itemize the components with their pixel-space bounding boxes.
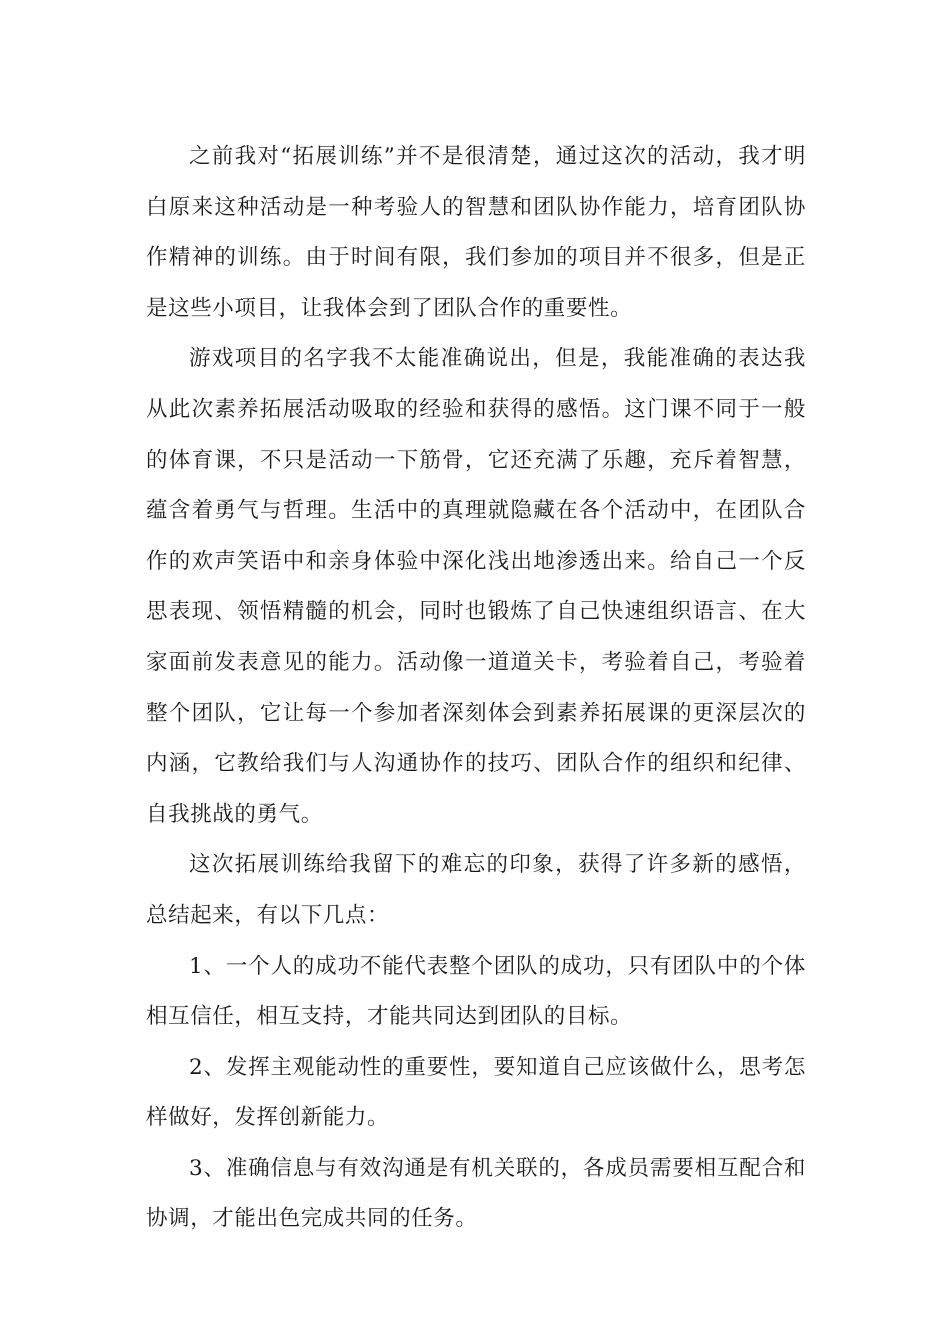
paragraph-summary-lead: 这次拓展训练给我留下的难忘的印象，获得了许多新的感悟，总结起来，有以下几点：	[146, 852, 806, 928]
paragraph-reflection: 游戏项目的名字我不太能准确说出，但是，我能准确的表达我从此次素养拓展活动吸取的经验和获得的感悟。这门课不同于一般的体育课，不只是活动一下筋骨，它还充满了乐趣，充斥着智慧，蕴含着勇气与哲理。生活中的真理就隐藏在各个活动中，在团队合作的欢声笑语中和亲身体验中深化浅出地渗透出来。给自己一个反思表现、领悟精髓的机会，同时也锻炼了自己快速组织语言、在大家面前发表意见的能力。活动像一道道关卡，考验着自己，考验着整个团队，它让每一个参加者深刻体会到素养拓展课的更深层次的内涵，它教给我们与人沟通协作的技巧、团队合作的组织和纪律、自我挑战的勇气。	[146, 346, 806, 827]
paragraph-intro: 之前我对“拓展训练”并不是很清楚，通过这次的活动，我才明白原来这种活动是一种考验人的智慧和团队协作能力，培育团队协作精神的训练。由于时间有限，我们参加的项目并不很多，但是正是这些小项目，让我体会到了团队合作的重要性。	[146, 144, 806, 321]
list-item-point-2: 2、发挥主观能动性的重要性，要知道自己应该做什么，思考怎样做好，发挥创新能力。	[146, 1054, 806, 1131]
list-item-point-3: 3、准确信息与有效沟通是有机关联的，各成员需要相互配合和协调，才能出色完成共同的任务。	[146, 1155, 806, 1232]
list-item-point-1: 1、一个人的成功不能代表整个团队的成功，只有团队中的个体相互信任，相互支持，才能共同达到团队的目标。	[146, 953, 806, 1030]
document-body	[146, 132, 806, 1245]
